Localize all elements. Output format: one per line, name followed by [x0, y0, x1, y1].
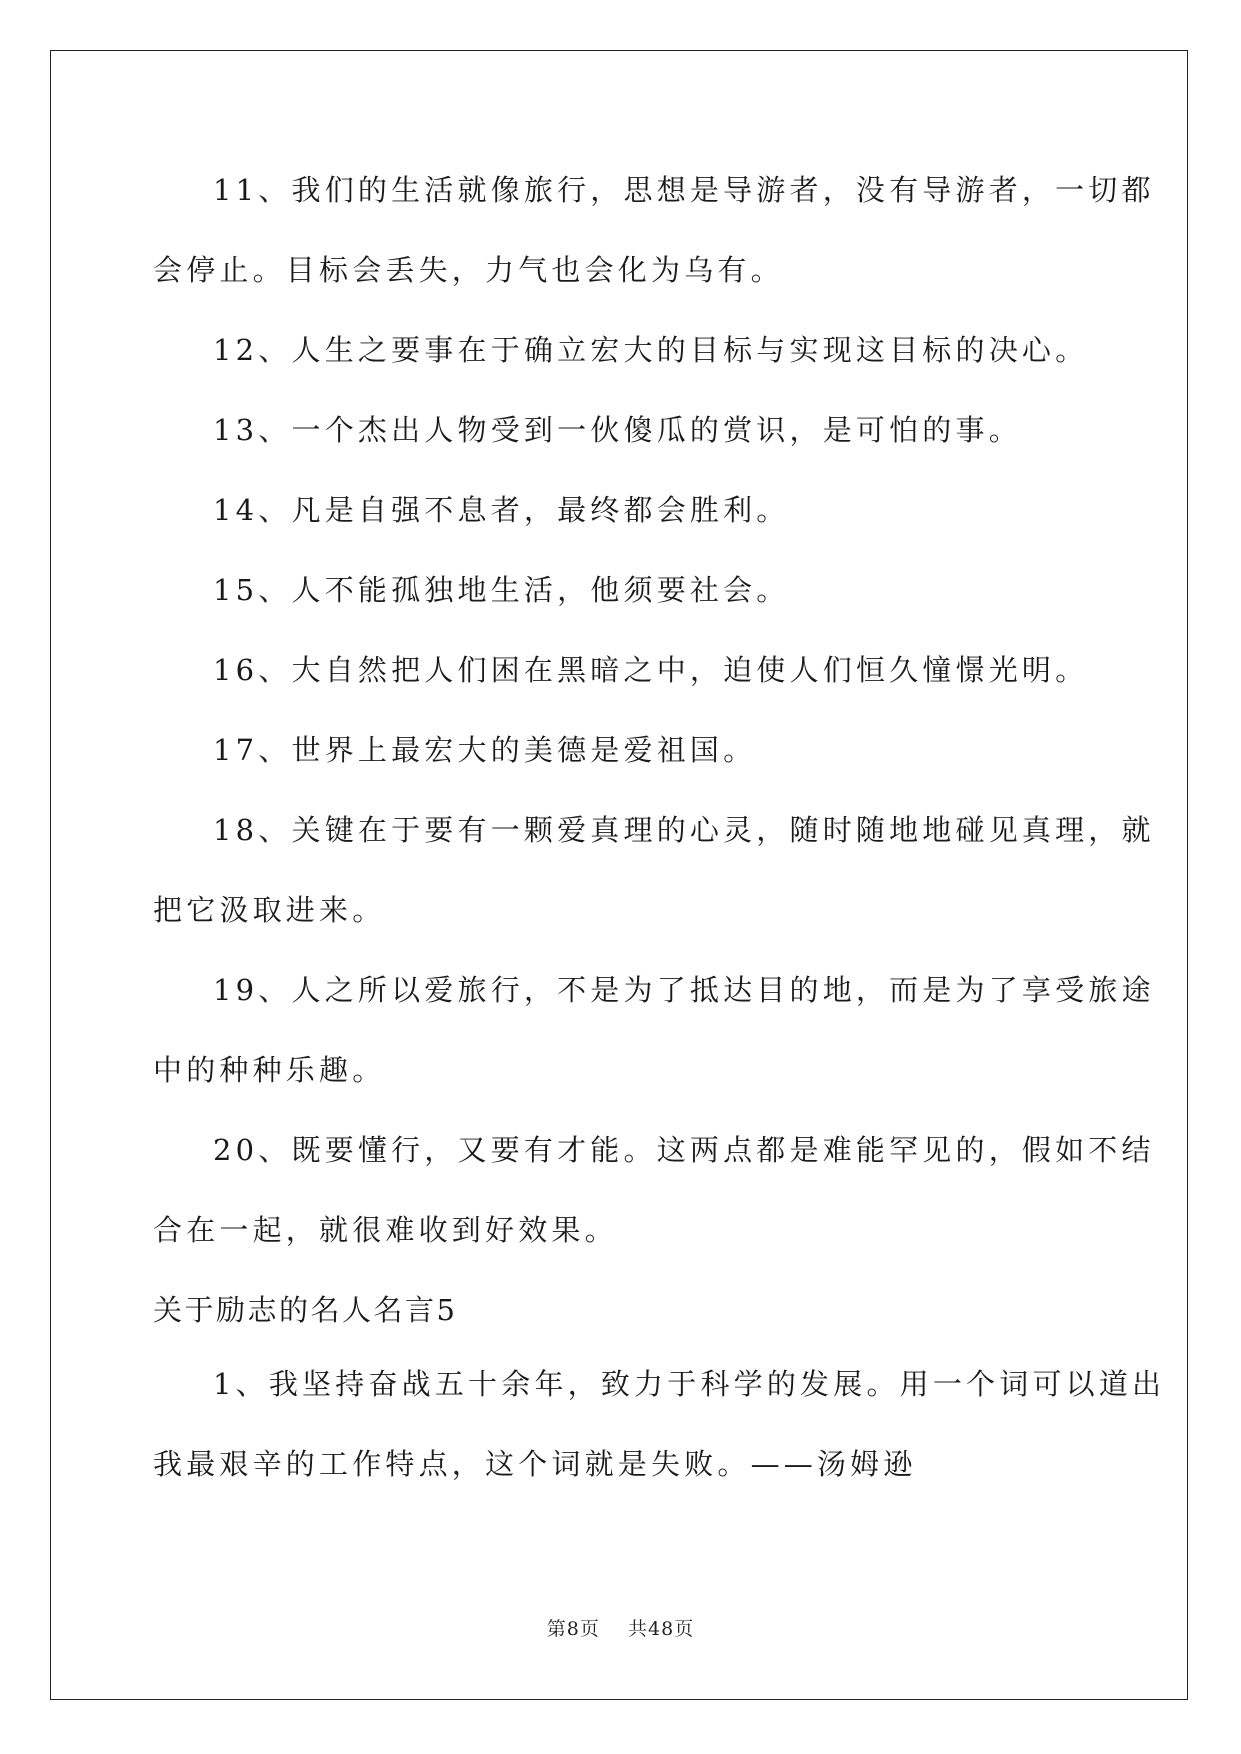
quote-1-line-1: 1、我坚持奋战五十余年，致力于科学的发展。用一个词可以道出	[213, 1367, 1166, 1401]
quote-18-line-2: 把它汲取进来。	[153, 893, 386, 927]
quote-20-line-1: 20、既要懂行，又要有才能。这两点都是难能罕见的，假如不结	[213, 1133, 1155, 1167]
document-body	[153, 162, 1166, 1516]
quote-13: 13、一个杰出人物受到一伙傻瓜的赏识，是可怕的事。	[213, 413, 1022, 447]
quote-19-line-1: 19、人之所以爱旅行，不是为了抵达目的地，而是为了享受旅途	[213, 973, 1155, 1007]
quote-12: 12、人生之要事在于确立宏大的目标与实现这目标的决心。	[213, 333, 1089, 367]
page-number: 第8页	[546, 1618, 600, 1640]
quote-15: 15、人不能孤独地生活，他须要社会。	[213, 573, 790, 607]
quote-11-line-2: 会停止。目标会丢失，力气也会化为乌有。	[153, 253, 784, 287]
quote-17: 17、世界上最宏大的美德是爱祖国。	[213, 733, 757, 767]
quote-19-line-2: 中的种种乐趣。	[153, 1053, 386, 1087]
page-total: 共48页	[628, 1618, 695, 1640]
quote-1-line-2: 我最艰辛的工作特点，这个词就是失败。——汤姆逊	[153, 1447, 917, 1481]
quote-11-line-1: 11、我们的生活就像旅行，思想是导游者，没有导游者，一切都	[213, 173, 1155, 207]
quote-16: 16、大自然把人们困在黑暗之中，迫使人们恒久憧憬光明。	[213, 653, 1089, 687]
quote-18-line-1: 18、关键在于要有一颗爱真理的心灵，随时随地地碰见真理，就	[213, 813, 1155, 847]
quote-20-line-2: 合在一起，就很难收到好效果。	[153, 1213, 618, 1247]
section-heading: 关于励志的名人名言5	[153, 1293, 458, 1327]
page-footer	[0, 1614, 1241, 1641]
quote-14: 14、凡是自强不息者，最终都会胜利。	[213, 493, 790, 527]
